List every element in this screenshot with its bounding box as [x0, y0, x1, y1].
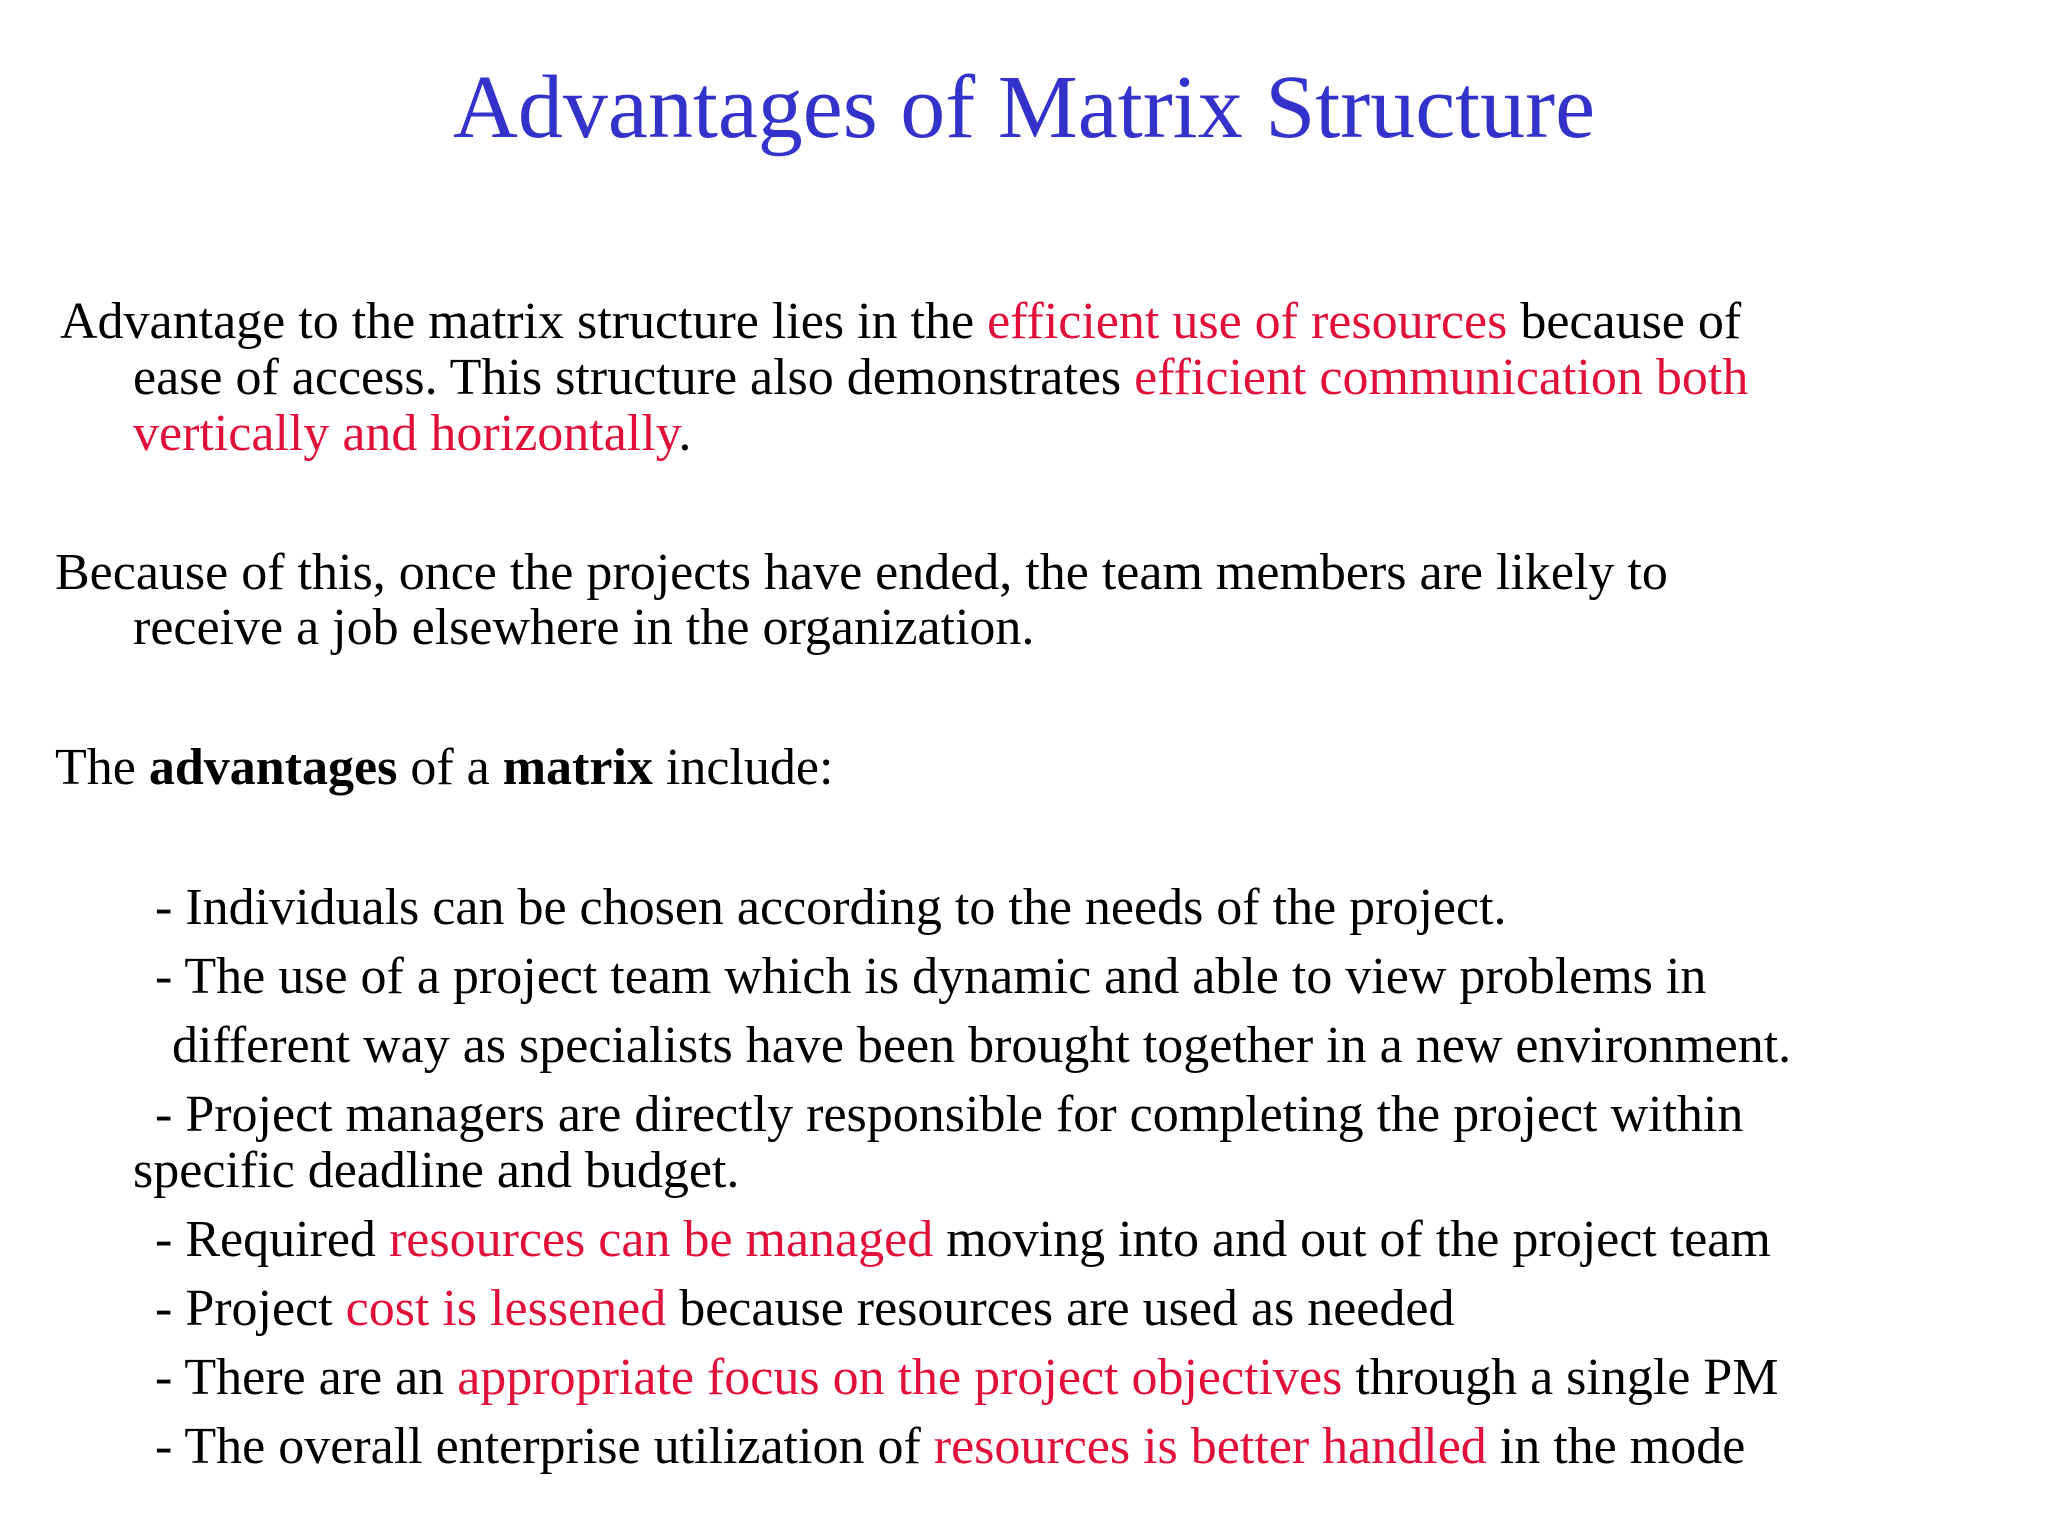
highlight-text: cost is lessened	[345, 1280, 667, 1337]
paragraph-1-line-2	[133, 350, 1748, 406]
paragraph-1-line-3	[133, 406, 691, 462]
highlight-text: efficient use of resources	[987, 293, 1508, 350]
slide-title: Advantages of Matrix Structure	[452, 58, 1596, 157]
advantages-intro	[55, 740, 833, 796]
bullet-5	[155, 1281, 1454, 1337]
text-span: moving into and out of the project team	[933, 1211, 1771, 1268]
text-span: of a	[397, 739, 503, 796]
text-span: ease of access. This structure also demonstrates	[133, 349, 1135, 406]
text-span: through a single PM	[1342, 1349, 1779, 1406]
highlight-text: vertically and horizontally	[133, 405, 679, 462]
paragraph-2-line-2: receive a job elsewhere in the organization.	[133, 599, 1035, 656]
bold-text: matrix	[502, 739, 653, 796]
text-span: - There are an	[155, 1349, 458, 1406]
bullet-1: - Individuals can be chosen according to the needs of the project.	[155, 879, 1507, 936]
text-span: include:	[652, 739, 834, 796]
highlight-text: resources can be managed	[388, 1211, 934, 1268]
highlight-text: efficient communication both	[1134, 349, 1749, 406]
text-span: - Project	[155, 1280, 346, 1337]
text-span: in the mode	[1486, 1418, 1746, 1475]
bullet-7	[155, 1419, 1745, 1475]
text-span: The	[55, 739, 149, 796]
highlight-text: resources is better handled	[933, 1418, 1487, 1475]
bullet-2-line-2: different way as specialists have been brought together in a new environment.	[172, 1017, 1792, 1074]
bullet-6	[155, 1350, 1779, 1406]
bullet-3-line-1: - Project managers are directly responsible for completing the project within	[155, 1086, 1744, 1143]
text-span: because resources are used as needed	[666, 1280, 1455, 1337]
text-span: - Required	[155, 1211, 389, 1268]
bullet-2-line-1: - The use of a project team which is dynamic and able to view problems in	[155, 948, 1707, 1005]
text-span: Advantage to the matrix structure lies in the	[60, 293, 988, 350]
text-span: .	[678, 405, 692, 462]
text-span: - The overall enterprise utilization of	[155, 1418, 934, 1475]
bold-text: advantages	[148, 739, 398, 796]
highlight-text: appropriate focus on the project objectives	[457, 1349, 1343, 1406]
text-span: because of	[1507, 293, 1742, 350]
bullet-4	[155, 1212, 1771, 1268]
paragraph-1-line-1	[60, 294, 1741, 350]
bullet-3-line-2: specific deadline and budget.	[133, 1142, 740, 1199]
paragraph-2-line-1: Because of this, once the projects have ended, the team members are likely to	[55, 544, 1668, 601]
